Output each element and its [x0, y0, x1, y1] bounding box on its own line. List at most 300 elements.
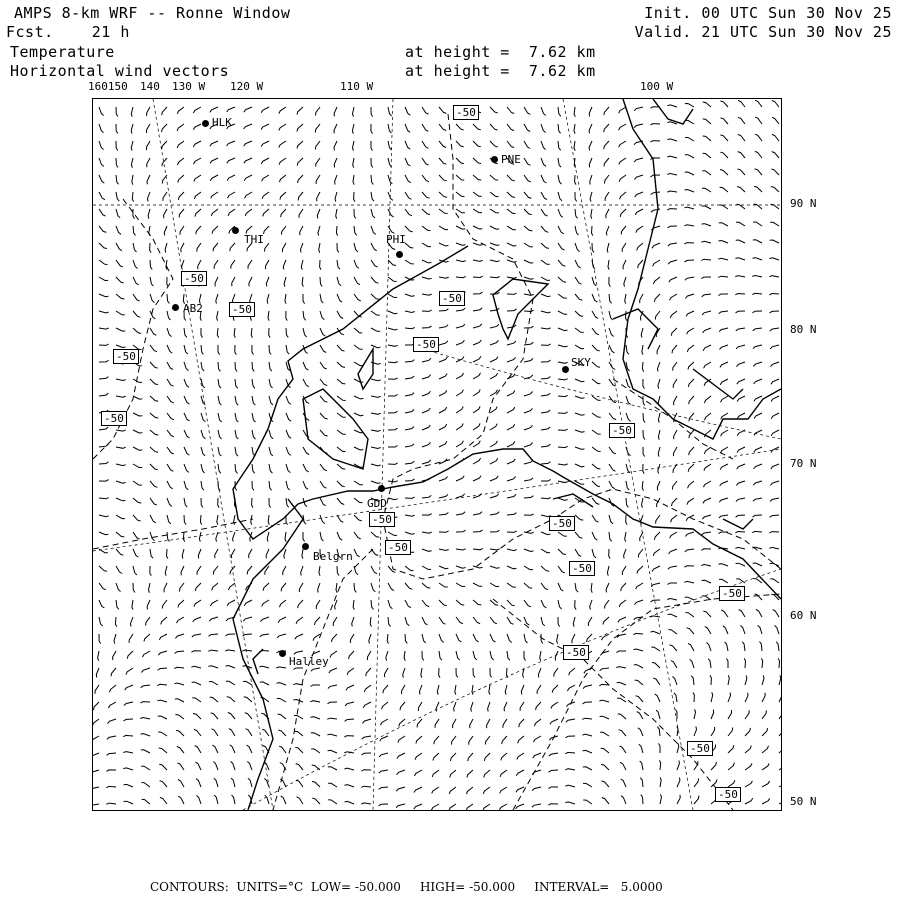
wind-arrow — [473, 308, 482, 311]
wind-arrow — [244, 124, 252, 129]
wind-arrow — [312, 798, 320, 804]
wind-arrow — [226, 634, 236, 636]
wind-arrow — [719, 311, 728, 314]
wind-arrow — [194, 158, 202, 164]
wind-arrow — [541, 583, 548, 590]
wind-arrow — [685, 120, 694, 124]
wind-arrow — [179, 209, 184, 217]
wind-arrow — [99, 532, 108, 535]
wind-arrow — [422, 124, 428, 131]
wind-arrow — [227, 175, 235, 181]
wind-arrow — [456, 407, 463, 414]
wind-arrow — [235, 396, 238, 405]
wind-arrow — [668, 243, 677, 246]
wind-arrow — [702, 294, 711, 297]
wind-arrow — [524, 408, 533, 413]
wind-arrow — [353, 158, 354, 168]
wind-arrow — [286, 413, 291, 421]
wind-arrow — [201, 481, 204, 490]
wind-arrow — [572, 634, 575, 643]
wind-arrow — [626, 498, 628, 507]
wind-arrow — [261, 107, 269, 113]
wind-arrow — [449, 787, 456, 794]
wind-arrow — [541, 377, 550, 380]
wind-arrow — [439, 158, 446, 164]
wind-arrow — [201, 345, 203, 354]
wind-arrow — [606, 226, 609, 236]
wind-arrow — [549, 770, 558, 772]
wind-arrow — [653, 678, 660, 685]
wind-arrow — [534, 719, 541, 726]
wind-arrow — [674, 447, 678, 456]
wind-arrow — [388, 498, 398, 500]
wind-arrow — [490, 141, 498, 147]
wind-arrow — [361, 770, 371, 771]
wind-arrow — [133, 260, 138, 269]
wind-arrow — [116, 141, 118, 151]
wind-arrow — [214, 778, 218, 787]
wind-arrow — [736, 515, 745, 517]
wind-arrow — [455, 685, 456, 695]
wind-arrow — [739, 610, 745, 617]
wind-arrow — [592, 481, 600, 487]
wind-arrow — [684, 566, 694, 567]
wind-arrow — [371, 379, 381, 381]
wind-arrow — [653, 277, 660, 284]
wind-arrow — [244, 175, 252, 181]
wind-arrow — [558, 158, 561, 167]
wind-arrow — [421, 668, 422, 678]
wind-arrow — [621, 796, 626, 804]
wind-arrow — [685, 138, 694, 142]
wind-arrow — [652, 662, 660, 668]
wind-arrow — [184, 447, 189, 455]
wind-arrow — [405, 532, 415, 534]
wind-arrow — [328, 783, 337, 787]
wind-arrow — [303, 294, 305, 304]
wind-arrow — [264, 779, 269, 788]
wind-arrow — [336, 209, 337, 219]
wind-arrow — [347, 668, 354, 675]
wind-arrow — [575, 549, 581, 556]
wind-arrow — [371, 158, 373, 168]
wind-arrow — [640, 761, 643, 770]
wind-arrow — [753, 563, 762, 566]
wind-arrow — [687, 498, 694, 505]
wind-arrow — [388, 260, 396, 266]
wind-arrow — [621, 226, 626, 234]
wind-arrow — [99, 566, 107, 571]
wind-arrow — [133, 209, 135, 219]
wind-arrow — [276, 667, 286, 668]
wind-arrow — [439, 634, 444, 642]
wind-arrow — [281, 209, 286, 217]
wind-arrow — [626, 396, 631, 405]
wind-arrow — [422, 408, 430, 413]
wind-arrow — [456, 617, 463, 624]
wind-arrow — [737, 169, 745, 175]
wind-arrow — [218, 498, 219, 508]
wind-arrow — [524, 478, 533, 481]
wind-arrow — [116, 328, 125, 331]
wind-arrow — [591, 209, 592, 219]
wind-arrow — [592, 328, 599, 335]
wind-arrow — [176, 730, 184, 736]
wind-arrow — [541, 600, 547, 608]
wind-arrow — [269, 328, 271, 338]
wind-arrow — [558, 311, 567, 314]
wind-arrow — [227, 600, 235, 606]
wind-arrow — [132, 192, 133, 202]
wind-arrow — [449, 804, 456, 810]
wind-arrow — [159, 634, 167, 640]
wind-arrow — [753, 362, 762, 367]
wind-arrow — [656, 515, 660, 524]
wind-arrow — [99, 175, 104, 183]
wind-arrow — [312, 765, 320, 770]
wind-arrow — [177, 747, 184, 754]
wind-arrow — [201, 430, 205, 439]
wind-arrow — [573, 617, 575, 627]
wind-arrow — [279, 746, 286, 753]
wind-arrow — [558, 446, 568, 447]
wind-arrow — [532, 804, 541, 807]
wind-arrow — [320, 294, 323, 303]
wind-arrow — [218, 362, 220, 371]
wind-arrow — [371, 107, 373, 117]
wind-arrow — [281, 583, 286, 591]
wind-arrow — [116, 464, 126, 466]
wind-arrow — [456, 308, 465, 311]
wind-arrow — [371, 464, 381, 466]
wind-arrow — [470, 719, 473, 728]
wind-arrow — [260, 634, 269, 637]
wind-arrow — [388, 294, 397, 298]
wind-arrow — [635, 192, 643, 197]
wind-arrow — [116, 345, 126, 348]
wind-arrow — [473, 423, 480, 430]
wind-arrow — [99, 360, 109, 362]
wind-arrow — [624, 277, 626, 287]
wind-arrow — [456, 340, 464, 345]
wind-arrow — [320, 277, 322, 286]
wind-arrow — [381, 719, 389, 725]
wind-arrow — [642, 345, 643, 355]
wind-arrow — [537, 685, 541, 694]
wind-arrow — [685, 613, 694, 618]
wind-arrow — [116, 107, 118, 117]
wind-arrow — [265, 795, 269, 804]
wind-arrow — [131, 141, 133, 151]
wind-arrow — [354, 447, 363, 450]
wind-arrow — [181, 566, 184, 575]
wind-arrow — [126, 668, 133, 675]
wind-arrow — [422, 566, 431, 569]
wind-arrow — [507, 651, 510, 660]
wind-arrow — [524, 243, 533, 247]
wind-arrow — [184, 481, 188, 490]
wind-arrow — [541, 328, 551, 329]
wind-arrow — [262, 192, 269, 199]
wind-arrow — [194, 729, 201, 736]
wind-arrow — [673, 362, 677, 371]
wind-arrow — [721, 430, 728, 436]
wind-arrow — [719, 498, 728, 502]
wind-arrow — [133, 498, 141, 503]
wind-arrow — [405, 427, 414, 431]
wind-arrow — [371, 141, 373, 151]
wind-arrow — [558, 260, 565, 266]
wind-arrow — [583, 685, 592, 689]
wind-arrow — [620, 192, 626, 199]
wind-arrow — [456, 226, 465, 229]
wind-arrow — [484, 770, 490, 777]
wind-arrow — [507, 309, 517, 311]
wind-arrow — [770, 563, 779, 566]
lon-label: 120 W — [230, 80, 264, 93]
wind-arrow — [320, 345, 326, 353]
wind-arrow — [354, 192, 355, 202]
wind-arrow — [397, 753, 405, 759]
wind-arrow — [754, 413, 762, 419]
wind-arrow — [422, 600, 429, 607]
wind-arrow — [771, 413, 779, 419]
contour-label: -50 — [181, 271, 207, 286]
wind-arrow — [141, 685, 150, 688]
wind-arrow — [141, 668, 150, 673]
wind-arrow — [116, 294, 124, 299]
wind-arrow — [507, 260, 517, 262]
wind-arrow — [669, 277, 677, 282]
wind-arrow — [354, 345, 363, 349]
wind-arrow — [602, 781, 610, 787]
wind-arrow — [233, 532, 235, 542]
wind-arrow — [605, 175, 610, 184]
wind-arrow — [371, 600, 374, 609]
wind-arrow — [398, 736, 405, 743]
wind-arrow — [124, 784, 134, 787]
wind-arrow — [361, 786, 371, 787]
wind-arrow — [736, 222, 745, 226]
wind-arrow — [452, 736, 457, 745]
wind-arrow — [327, 734, 337, 736]
wind-arrow — [558, 175, 562, 184]
wind-arrow — [226, 681, 235, 685]
wind-arrow — [737, 379, 745, 384]
wind-arrow — [337, 379, 345, 384]
wind-arrow — [107, 753, 116, 755]
wind-arrow — [211, 192, 218, 198]
wind-arrow — [541, 427, 550, 430]
wind-arrow — [286, 345, 289, 354]
wind-arrow — [328, 685, 337, 689]
wind-arrow — [315, 617, 321, 625]
wind-arrow — [328, 702, 338, 704]
wind-arrow — [704, 396, 711, 403]
wind-arrow — [371, 481, 381, 483]
wind-arrow — [637, 566, 643, 574]
wind-arrow — [688, 643, 694, 651]
wind-arrow — [456, 357, 464, 363]
wind-arrow — [507, 209, 516, 214]
wind-arrow — [609, 532, 612, 541]
wind-arrow — [252, 345, 254, 355]
wind-arrow — [565, 802, 575, 804]
wind-arrow — [541, 294, 551, 297]
wind-arrow — [235, 362, 237, 372]
wind-arrow — [745, 798, 753, 804]
wind-arrow — [354, 498, 363, 503]
wind-arrow — [507, 325, 516, 328]
wind-arrow — [736, 240, 745, 243]
wind-arrow — [473, 260, 483, 261]
wind-arrow — [507, 341, 516, 345]
wind-arrow — [371, 294, 379, 299]
wind-arrow — [688, 481, 694, 488]
wind-arrow — [504, 702, 507, 711]
wind-arrow — [225, 650, 235, 651]
wind-arrow — [311, 668, 320, 671]
wind-arrow — [234, 328, 235, 338]
wind-arrow — [212, 226, 218, 234]
wind-arrow — [405, 327, 415, 328]
wind-arrow — [133, 583, 135, 593]
wind-arrow — [335, 175, 337, 185]
wind-arrow — [524, 277, 534, 279]
wind-arrow — [116, 124, 118, 134]
wind-arrow — [701, 549, 711, 551]
wind-arrow — [439, 141, 446, 148]
wind-arrow — [405, 124, 410, 132]
wind-arrow — [133, 379, 142, 382]
wind-arrow — [303, 464, 309, 472]
wind-arrow — [755, 151, 762, 158]
wind-arrow — [150, 498, 157, 505]
wind-arrow — [755, 100, 762, 107]
wind-arrow — [379, 753, 388, 757]
wind-arrow — [705, 413, 712, 420]
wind-arrow — [626, 515, 627, 525]
wind-arrow — [144, 634, 150, 642]
wind-arrow — [575, 243, 580, 252]
wind-arrow — [673, 379, 677, 388]
wind-arrow — [167, 549, 168, 559]
wind-arrow — [605, 192, 609, 201]
wind-arrow — [770, 481, 779, 485]
wind-arrow — [396, 804, 405, 808]
wind-arrow — [677, 726, 678, 736]
wind-arrow — [677, 743, 679, 753]
wind-arrow — [490, 530, 500, 532]
wind-arrow — [294, 716, 303, 720]
wind-arrow — [516, 770, 524, 776]
wind-arrow — [379, 770, 388, 773]
wind-arrow — [583, 800, 592, 804]
wind-arrow — [192, 682, 201, 685]
wind-arrow — [267, 294, 269, 304]
wind-arrow — [549, 753, 558, 756]
wind-arrow — [439, 192, 447, 197]
wind-arrow — [619, 107, 626, 113]
wind-arrow — [456, 476, 464, 481]
wind-arrow — [721, 118, 729, 124]
wind-arrow — [150, 549, 153, 558]
wind-arrow — [507, 141, 514, 148]
wind-arrow — [779, 763, 781, 770]
wind-arrow — [371, 277, 379, 283]
wind-arrow — [779, 675, 781, 685]
wind-arrow — [667, 139, 677, 141]
wind-arrow — [604, 124, 609, 132]
wind-arrow — [490, 651, 494, 660]
wind-arrow — [244, 107, 252, 112]
wind-arrow — [99, 344, 109, 345]
wind-arrow — [133, 328, 141, 333]
wind-arrow — [643, 430, 645, 440]
wind-arrow — [592, 532, 597, 540]
wind-arrow — [279, 175, 286, 182]
wind-arrow — [490, 407, 497, 413]
wind-arrow — [184, 464, 189, 472]
wind-arrow — [551, 702, 558, 709]
wind-arrow — [106, 803, 116, 804]
wind-arrow — [541, 311, 551, 313]
wind-arrow — [243, 634, 252, 636]
wind-arrow — [701, 241, 711, 243]
wind-arrow — [762, 781, 770, 787]
wind-arrow — [141, 750, 150, 753]
wind-arrow — [439, 583, 448, 587]
wind-arrow — [685, 294, 694, 298]
wind-arrow — [132, 175, 133, 185]
wind-arrow — [607, 243, 609, 253]
wind-arrow — [165, 566, 167, 576]
wind-arrow — [541, 617, 545, 626]
wind-arrow — [541, 344, 551, 346]
wind-arrow — [337, 311, 343, 319]
wind-arrow — [422, 294, 432, 295]
wind-arrow — [269, 464, 272, 473]
wind-arrow — [227, 107, 235, 112]
wind-arrow — [263, 209, 269, 216]
wind-arrow — [165, 243, 167, 253]
wind-arrow — [490, 373, 498, 379]
wind-arrow — [755, 134, 762, 141]
wind-arrow — [296, 617, 303, 624]
wind-arrow — [405, 479, 415, 481]
wind-arrow — [456, 124, 464, 130]
contour-label: -50 — [453, 105, 479, 120]
wind-arrow — [277, 683, 287, 685]
wind-arrow — [558, 243, 565, 250]
wind-arrow — [131, 617, 134, 627]
wind-arrow — [592, 464, 600, 469]
wind-arrow — [591, 583, 592, 593]
wind-arrow — [194, 600, 201, 607]
wind-arrow — [439, 651, 442, 660]
wind-arrow — [116, 498, 125, 501]
wind-arrow — [533, 736, 541, 742]
wind-arrow — [230, 566, 235, 574]
wind-arrow — [99, 158, 104, 166]
wind-arrow — [231, 761, 236, 770]
wind-arrow — [230, 745, 235, 753]
wind-arrow — [193, 141, 201, 147]
wind-arrow — [167, 294, 169, 303]
wind-arrow — [345, 785, 355, 787]
contour-label: -50 — [609, 423, 635, 438]
station-marker — [396, 251, 403, 258]
